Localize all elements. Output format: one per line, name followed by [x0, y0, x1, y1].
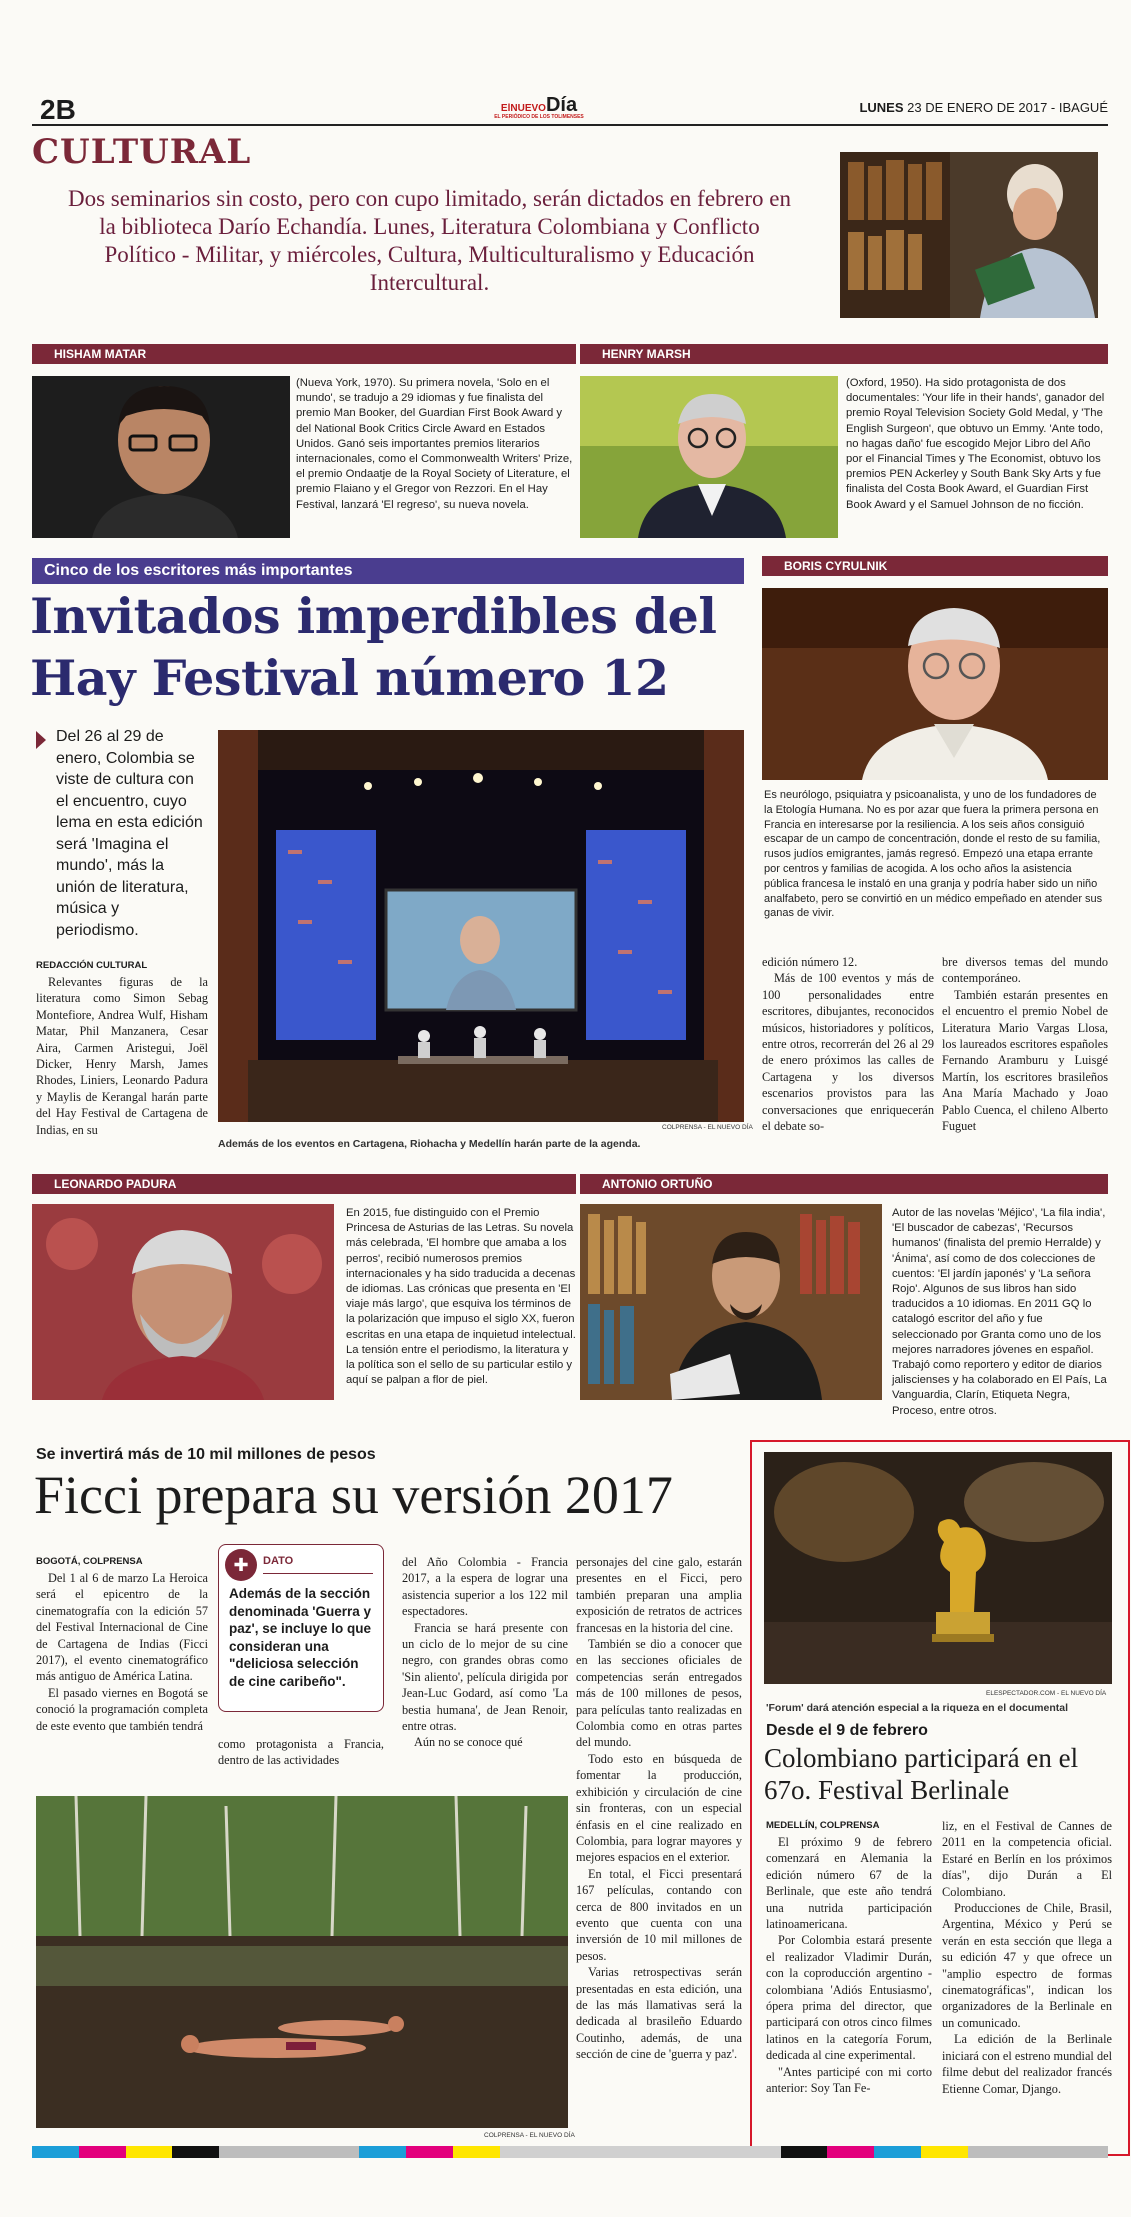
ficci-col4e: Varias retrospectivas serán presentadas en esta edición, una de las más llamativas será la dedicada al brasileño Eduardo Coutinho, además, de una sección de cine de 'guerra y paz'. — [576, 1965, 742, 2062]
ficci-p1: Del 1 al 6 de marzo La Heroica será el epicentro de la cinematografía con la edición 57 del Festival Internacional de Cine de Cartagena de Indias (Ficci 2017), el evento cinematográfico más antiguo de América Latina. — [36, 1571, 208, 1684]
berlinale-photo-credit: ELESPECTADOR.COM - EL NUEVO DÍA — [986, 1690, 1107, 1697]
logo-main: Día — [545, 94, 578, 116]
ortuno-photo — [580, 1204, 882, 1400]
ficci-col3a: del Año Colombia - Francia 2017, a la espera de lograr una asistencia superior a los 122 mil espectadores. — [402, 1555, 568, 1619]
hay-col-2a: edición número 12. — [762, 955, 858, 969]
padura-photo — [32, 1204, 334, 1400]
hay-col-3a: bre diversos temas del mundo contemporáneo. — [942, 955, 1108, 986]
padura-text: En 2015, fue distinguido con el Premio Princesa de Asturias de las Letras. Su novela más celebrada, 'El hombre que amaba a los perros', recibió numerosos premios internacionales y ha sido traducida a decenas de idiomas. Las crónicas que presenta en 'El viaje más largo', que esquiva los términos de la polarización que impuso el siglo XX, fueron escritas en una etapa de inquietud intelectual. La tensión entre el periodismo, la literatura y la política son el sello de su particular estilo y aquí se palpan a flor de piel. — [346, 1207, 576, 1387]
dato-rule — [263, 1573, 373, 1574]
berlinale-col-2 — [942, 1818, 1112, 2097]
reader-photo — [840, 152, 1098, 318]
matar-text: (Nueva York, 1970). Su primera novela, 'Solo en el mundo', se tradujo a 29 idiomas y fue finalista del premio Man Booker, del Guardian First Book Award y del National Book Critics Circle Award en Estados Unidos. Ganó seis importantes premios literarios internacionales, como el Commonwealth Writers' Prize, el premio Ondaatje de la Royal Society of Literature, el premio Flaiano y el Gregor von Rezzori. En el Hay Festival, lanzará 'El regreso', su nueva novela. — [296, 377, 573, 511]
hay-col-2 — [762, 954, 934, 1134]
ficci-col-2-tail: como protagonista a Francia, dentro de las actividades — [218, 1737, 384, 1768]
hay-stage-photo — [218, 730, 744, 1122]
section-title: CULTURAL — [32, 132, 252, 172]
berlinale-headline: Colombiano participará en el 67o. Festival Berlinale — [764, 1743, 1079, 1805]
profile-bar-ortuno: ANTONIO ORTUÑO — [580, 1174, 1108, 1194]
hay-photo-credit: COLPRENSA - EL NUEVO DÍA — [662, 1124, 753, 1131]
hay-byline: REDACCIÓN CULTURAL — [36, 960, 148, 971]
ficci-col-4 — [576, 1554, 742, 2063]
profile-bar-cyrulnik: BORIS CYRULNIK — [762, 556, 1108, 576]
dato-box — [218, 1544, 384, 1712]
newspaper-logo — [484, 94, 594, 124]
hay-headline-2: Hay Festival número 12 — [30, 649, 669, 707]
berlinale-photo — [764, 1452, 1112, 1684]
cyrulnik-text: Es neurólogo, psiquiatra y psicoanalista, y uno de los fundadores de la Etología Humana. No es por azar que fuera la primera persona en Francia en interesarse por la resiliencia. A los seis años consiguió escapar de un campo de concentración, donde el resto de su familia, rusos judíos emigrantes, jamás regresó. Empezó una etapa errante por centros y familias de acogida. A los ocho años la asistencia pública francesa le instaló en una granja y podría haber sido un niño analfabeto, pero se convirtió en un médico empeñado en atender sus ganas de vivir. — [764, 789, 1103, 920]
ficci-col4d: En total, el Ficci presentará 167 películas, contando con cerca de 800 invitados en un evento que cuenta con una inversión de 10 mil millones de pesos. — [576, 1866, 742, 1963]
logo-top: ElNUEVO — [500, 103, 546, 114]
hay-photo-caption: Además de los eventos en Cartagena, Riohacha y Medellín harán parte de la agenda. — [218, 1138, 641, 1150]
hay-lead: Del 26 al 29 de enero, Colombia se viste de cultura con el encuentro, cuyo lema en esta edición será 'Imagina el mundo', más la unión de literatura, música y periodismo. — [56, 728, 203, 939]
date-day: LUNES — [859, 100, 904, 115]
berlinale-p4: liz, en el Festival de Cannes de 2011 en la competencia oficial. Estaré en Berlín en los próximos días", dijo Durán a El Colombiano. — [942, 1819, 1112, 1899]
ficci-col4b: También se dio a conocer que en las secciones oficiales de competencias serán entregados más de 100 millones de pesos, para películas tanto realizadas en Colombia como en otras partes del mundo. — [576, 1637, 742, 1750]
ficci-col4a: personajes del cine galo, estarán presentes en el Ficci, pero también preparan una amplia exposición de retratos de actrices francesas en la historia del cine. — [576, 1555, 742, 1635]
cyrulnik-photo — [762, 588, 1108, 780]
ficci-col3b: Francia se hará presente con un ciclo de lo mejor de su cine negro, con grandes obras como 'Sin aliento', película dirigida por Jean-Luc Godard, así como 'La bestia humana', de Jean Renoir, entre otras. — [402, 1620, 568, 1734]
ficci-p2: El pasado viernes en Bogotá se conoció la programación completa de este evento que también tendrá — [36, 1685, 208, 1733]
dato-label: DATO — [263, 1555, 294, 1567]
river-photo — [36, 1796, 568, 2128]
hay-col-1: Relevantes figuras de la literatura como Simon Sebag Montefiore, Andrea Wulf, Hisham Matar, Phil Manzanera, Cesar Aira, Carmen Aristegui, Joël Dicker, Henry Marsh, James Rhodes, Liniers, Leonardo Padura y Maylis de Kerangal harán parte del Hay Festival de Cartagena de Indias, en su — [36, 975, 208, 1137]
berlinale-p6: La edición de la Berlinale iniciará con el estreno mundial del filme debut del realizador francés Etienne Comar, Django. — [942, 2032, 1112, 2096]
berlinale-p5: Producciones de Chile, Brasil, Argentina, México y Perú se verán en esta sección que llega a su edición 47 y que ofrece un "amplio espectro de formas cinematográficas", indican los organizadores de la Berlinale en un comunicado. — [942, 1901, 1112, 2030]
ficci-kicker: Se invertirá más de 10 mil millones de pesos — [36, 1446, 376, 1463]
print-color-bar — [32, 2146, 1108, 2158]
dato-icon: ✚ — [225, 1549, 257, 1581]
matar-photo — [32, 376, 290, 538]
ficci-photo-credit: COLPRENSA - EL NUEVO DÍA — [484, 2132, 575, 2139]
ortuno-text: Autor de las novelas 'Méjico', 'La fila india', 'El buscador de cabezas', 'Recursos humanos' (finalista del premio Herralde) y 'Ánima', así como de dos colecciones de cuentos: 'El jardín japonés' y 'La señora Rojo'. Algunos de sus libros han sido traducidos a 10 idiomas. En 2011 GQ lo catalogó escritor del año y fue seleccionado por Granta como uno de los mejores narradores jóvenes en español. Trabajó como reportero y editor de diarios jaliscienses y ha colaborado en El País, La Vanguardia, Clarín, Etiqueta Negra, Proceso, entre otros. — [892, 1207, 1107, 1417]
dato-text: Además de la sección denominada 'Guerra y paz', se incluye lo que consideran una "deliciosa selección de cine caribeño". — [229, 1586, 372, 1689]
hay-headline-1: Invitados imperdibles del — [30, 587, 717, 645]
hay-kicker: Cinco de los escritores más importantes — [32, 558, 744, 584]
ficci-col4c: Todo esto en búsqueda de fomentar la producción, exhibición y circulación de cine sin fronteras, con un especial énfasis en el cine realizado en Colombia, para lograr mayores y mejores espacios en el exterior. — [576, 1751, 742, 1865]
ficci-col-1 — [36, 1570, 208, 1734]
section-intro: Dos seminarios sin costo, pero con cupo limitado, serán dictados en febrero en la biblioteca Darío Echandía. Lunes, Literatura Colombiana y Conflicto Político - Militar, y miércoles, Cultura, Multiculturalismo y Educación Intercultural. — [67, 186, 792, 295]
berlinale-col-1 — [766, 1834, 932, 2097]
marsh-text: (Oxford, 1950). Ha sido protagonista de dos documentales: 'Your life in their hands', ganador del premio Royal Television Society Gold Medal, y 'The English Surgeon', que obtuvo un Emmy. 'Ante todo, no hagas daño' fue escogido Mejor Libro del Año por el Financial Times y The Economist, obtuvo los premios PEN Ackerley y South Bank Sky Arts y fue finalista del Costa Book Award, el Guardian First Book Award y el Samuel Johnson de no ficción. — [846, 377, 1105, 511]
ficci-byline: BOGOTÁ, COLPRENSA — [36, 1556, 143, 1567]
ficci-col-3 — [402, 1554, 568, 1751]
ficci-col3c: Aún no se conoce qué — [414, 1735, 523, 1750]
hay-lead-marker — [36, 731, 46, 749]
profile-bar-matar: HISHAM MATAR — [32, 344, 576, 364]
issue-date — [859, 100, 1108, 115]
berlinale-p3: "Antes participé con mi corto anterior: Soy Tan Fe- — [766, 2064, 932, 2096]
hay-col-2b: Más de 100 eventos y más de 100 personalidades entre escritores, dibujantes, reconocidos músicos, historiadores y políticos, entre otros, recorrerán del 26 al 29 de enero próximos las calles de Cartagena y los diversos escenarios provistos para las conversaciones que enriquecerán el debate so- — [762, 971, 934, 1134]
profile-bar-marsh: HENRY MARSH — [580, 344, 1108, 364]
marsh-photo — [580, 376, 838, 538]
ficci-headline: Ficci prepara su versión 2017 — [34, 1465, 673, 1525]
berlinale-kicker: Desde el 9 de febrero — [766, 1722, 928, 1739]
berlinale-byline: MEDELLÍN, COLPRENSA — [766, 1820, 880, 1831]
date-rest: 23 DE ENERO DE 2017 - IBAGUÉ — [907, 100, 1108, 115]
berlinale-caption: 'Forum' dará atención especial a la riqueza en el documental — [766, 1702, 1069, 1714]
hay-col-3 — [942, 954, 1108, 1134]
masthead — [32, 92, 1108, 126]
berlinale-p2: Por Colombia estará presente el realizador Vladimir Durán, con la coproducción argentino - colombiana 'Adiós Entusiasmo', ópera prima del director, que participará con otros cinco filmes latinos en la categoría Forum, dedicada al cine experimental. — [766, 1933, 932, 2063]
logo-tagline: EL PERIÓDICO DE LOS TOLIMENSES — [494, 114, 584, 120]
profile-bar-padura: LEONARDO PADURA — [32, 1174, 576, 1194]
page-number: 2B — [40, 94, 76, 125]
hay-col-3b: También estarán presentes en el encuentro el premio Nobel de Literatura Mario Vargas Llosa, los laureados escritores españoles Fernando Aramburu y Luisgé Martín, los escritores brasileños Ana María Machado y Joao Pablo Cuenca, el chileno Alberto Fuguet — [942, 987, 1108, 1134]
berlinale-p1: El próximo 9 de febrero comenzará en Alemania la edición número 67 de la Berlinale, que este año tendrá una nutrida participación latinoamericana. — [766, 1835, 932, 1932]
